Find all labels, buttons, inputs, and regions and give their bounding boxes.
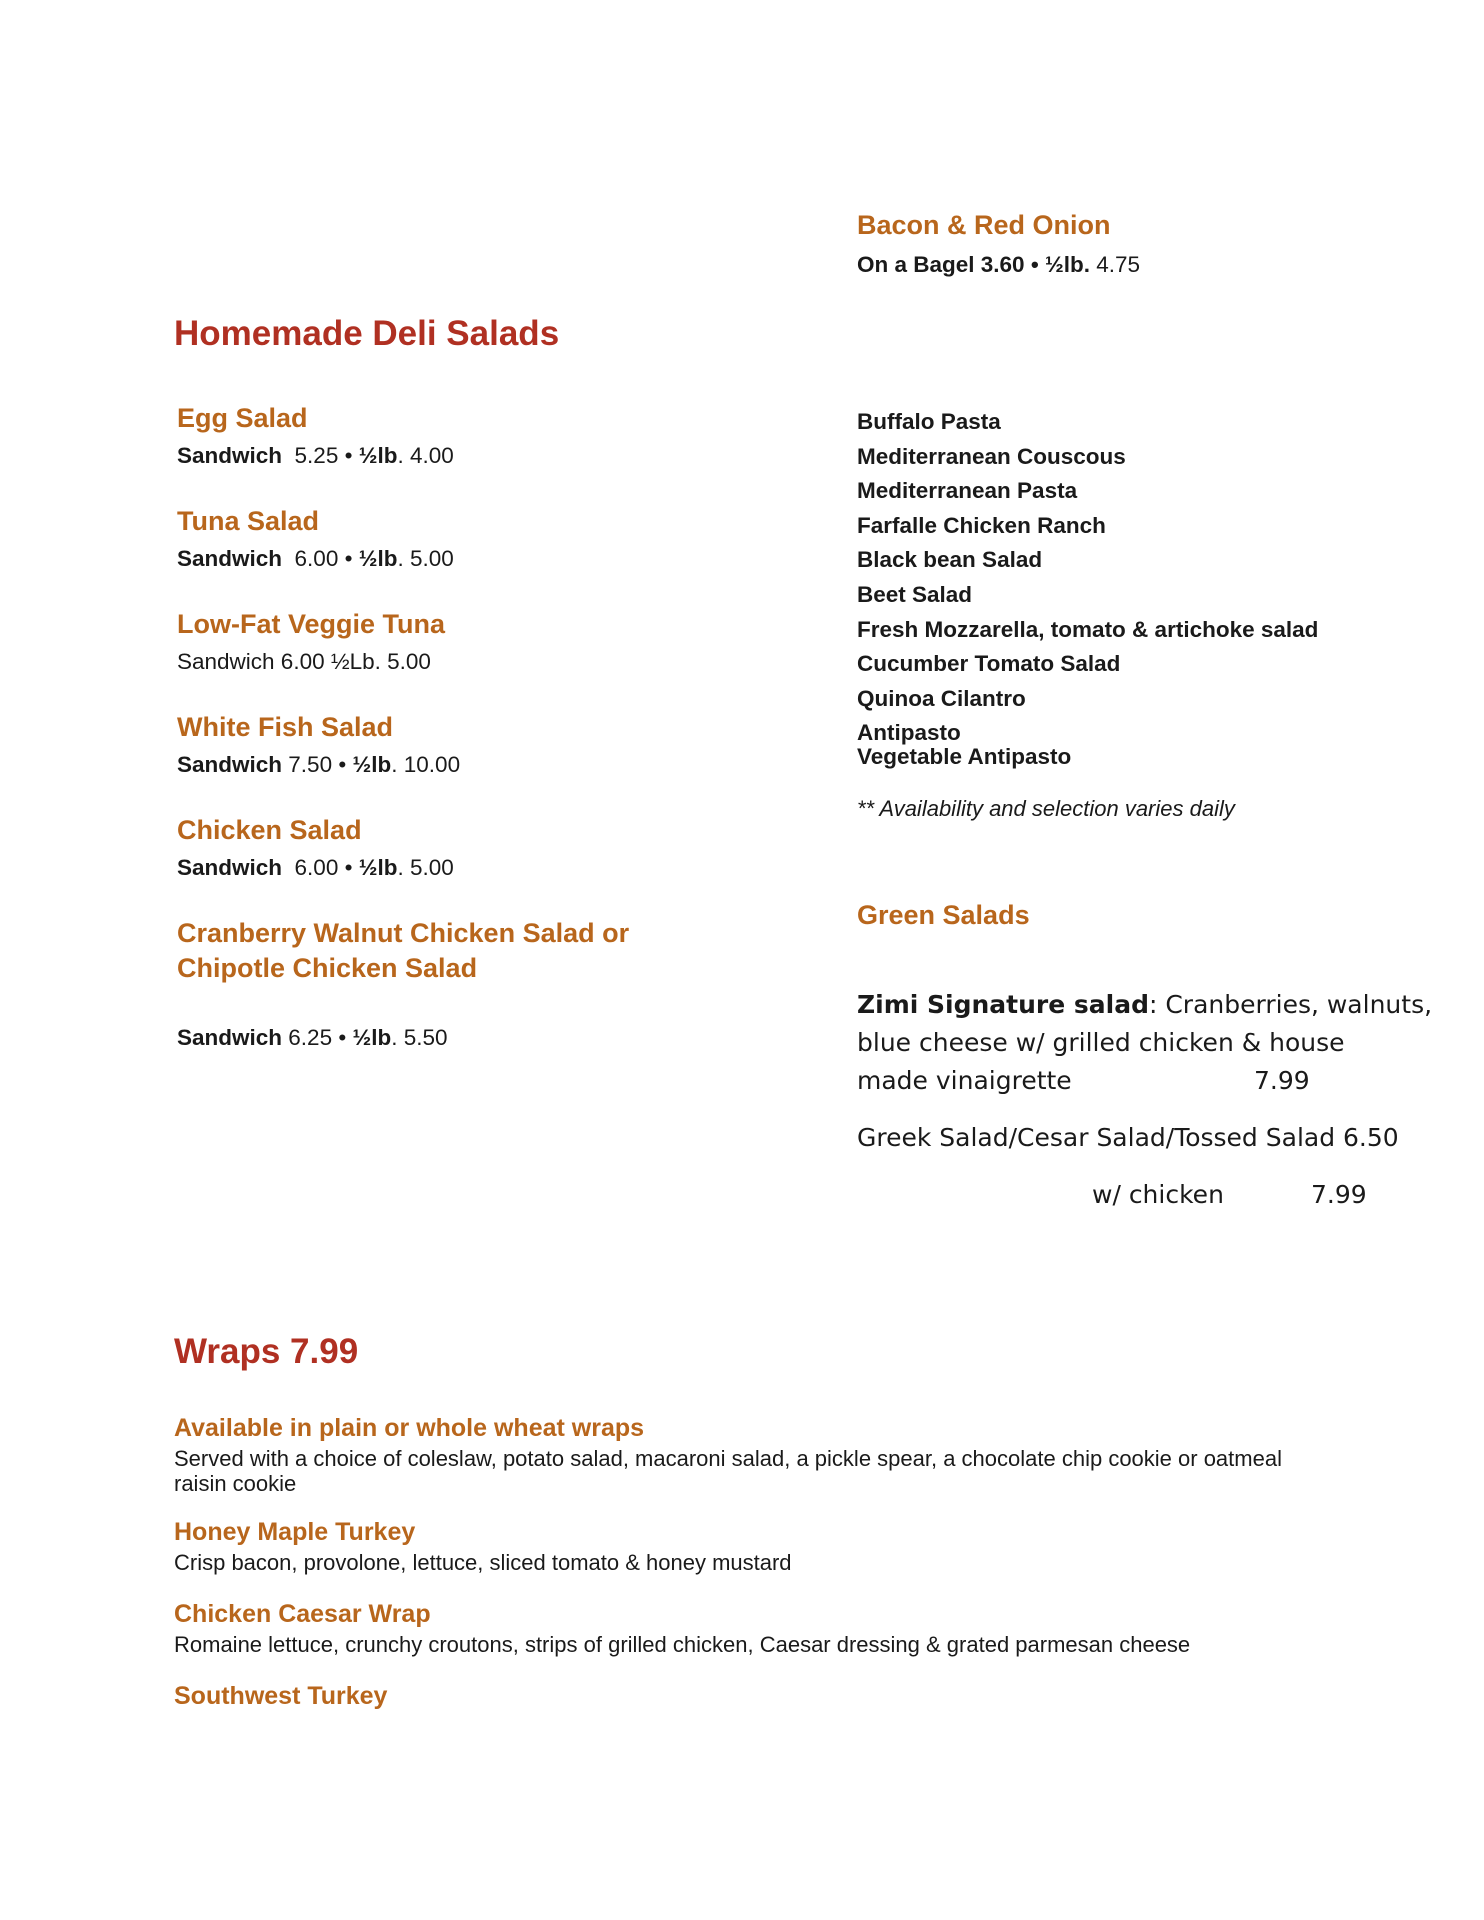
sandwich-label: Sandwich [177,752,283,777]
halflb-price: . 5.00 [397,855,454,880]
honey-maple-title: Honey Maple Turkey [174,1518,416,1546]
halflb-price: 4.75 [1096,252,1141,277]
halflb-price: . 5.50 [391,1025,448,1050]
signature-line2: blue cheese w/ grilled chicken & house [857,1028,1345,1057]
bacon-onion-title: Bacon & Red Onion [857,210,1111,240]
green-salads-heading: Green Salads [857,900,1030,930]
signature-desc: : Cranberries, walnuts, [1148,990,1433,1019]
honey-maple-desc: Crisp bacon, provolone, lettuce, sliced tomato & honey mustard [174,1550,792,1575]
signature-name: Zimi Signature salad [857,990,1149,1019]
halflb-price: . 4.00 [397,443,454,468]
list-item-vegetable-antipasto: Vegetable Antipasto [857,744,1072,769]
sandwich-label: Sandwich [177,546,283,571]
cranberry-prices [177,1025,448,1051]
sandwich-price: 6.25 [288,1025,333,1050]
separator: • [338,752,347,777]
halflb-label: ½lb [358,855,398,880]
list-item: Farfalle Chicken Ranch [857,512,1106,538]
halflb-label: ½lb [352,752,392,777]
cranberry-title-line2: Chipotle Chicken Salad [177,953,478,983]
signature-line1 [857,990,1432,1019]
bacon-onion-prices [857,252,1140,278]
tuna-salad-prices [177,546,454,572]
wraps-heading: Wraps 7.99 [174,1332,359,1371]
separator: • [344,546,353,571]
list-item: Beet Salad [857,581,973,607]
with-chicken-price: 7.99 [1311,1180,1367,1209]
list-item: Antipasto [857,720,961,746]
cranberry-title-line1: Cranberry Walnut Chicken Salad or [177,918,630,948]
egg-salad-title: Egg Salad [177,403,308,433]
veggie-tuna-prices: Sandwich 6.00 ½Lb. 5.00 [177,649,431,674]
bagel-label: On a Bagel 3.60 [857,252,1025,277]
sandwich-price: 7.50 [288,752,333,777]
sandwich-price: 5.25 [294,443,339,468]
other-salads-line: Greek Salad/Cesar Salad/Tossed Salad 6.50 [857,1123,1399,1152]
sandwich-price: 6.00 [294,546,339,571]
southwest-turkey-title: Southwest Turkey [174,1682,388,1710]
list-item: Quinoa Cilantro [857,685,1026,711]
separator: • [344,443,353,468]
halflb-label: ½lb [358,546,398,571]
sandwich-label: Sandwich [177,855,283,880]
signature-line3: made vinaigrette [857,1066,1072,1095]
availability-note: ** Availability and selection varies daily [857,796,1235,821]
halflb-price: . 5.00 [397,546,454,571]
sandwich-price: 6.00 [294,855,339,880]
list-item: Mediterranean Pasta [857,478,1078,504]
sandwich-label: Sandwich [177,443,283,468]
list-item: Mediterranean Couscous [857,443,1126,469]
deli-heading: Homemade Deli Salads [174,314,560,353]
signature-price: 7.99 [1254,1066,1310,1095]
separator: • [338,1025,347,1050]
list-item: Fresh Mozzarella, tomato & artichoke salad [857,616,1319,642]
wraps-intro-title: Available in plain or whole wheat wraps [174,1414,645,1442]
whitefish-prices [177,752,460,778]
list-item: Buffalo Pasta [857,409,1001,434]
chicken-caesar-desc: Romaine lettuce, crunchy croutons, strips of grilled chicken, Caesar dressing & grated parmesan cheese [174,1632,1191,1657]
list-item: Cucumber Tomato Salad [857,651,1121,677]
egg-salad-prices [177,443,454,469]
salad-list [857,405,1318,751]
chicken-salad-prices [177,855,454,881]
list-item: Black bean Salad [857,547,1043,573]
halflb-label: ½lb [358,443,398,468]
separator: • [344,855,353,880]
halflb-label: ½lb [352,1025,392,1050]
halflb-label: • ½lb. [1030,252,1090,277]
chicken-salad-title: Chicken Salad [177,815,362,845]
veggie-tuna-title: Low-Fat Veggie Tuna [177,609,446,639]
halflb-price: . 10.00 [391,752,461,777]
chicken-caesar-title: Chicken Caesar Wrap [174,1600,431,1628]
sandwich-label: Sandwich [177,1025,283,1050]
with-chicken-label: w/ chicken [1092,1180,1224,1209]
tuna-salad-title: Tuna Salad [177,506,320,536]
whitefish-title: White Fish Salad [177,712,394,742]
wraps-intro-desc-line1: Served with a choice of coleslaw, potato salad, macaroni salad, a pickle spear, a chocolate chip cookie or oatmeal [174,1446,1282,1471]
wraps-intro-desc-line2: raisin cookie [174,1471,297,1496]
